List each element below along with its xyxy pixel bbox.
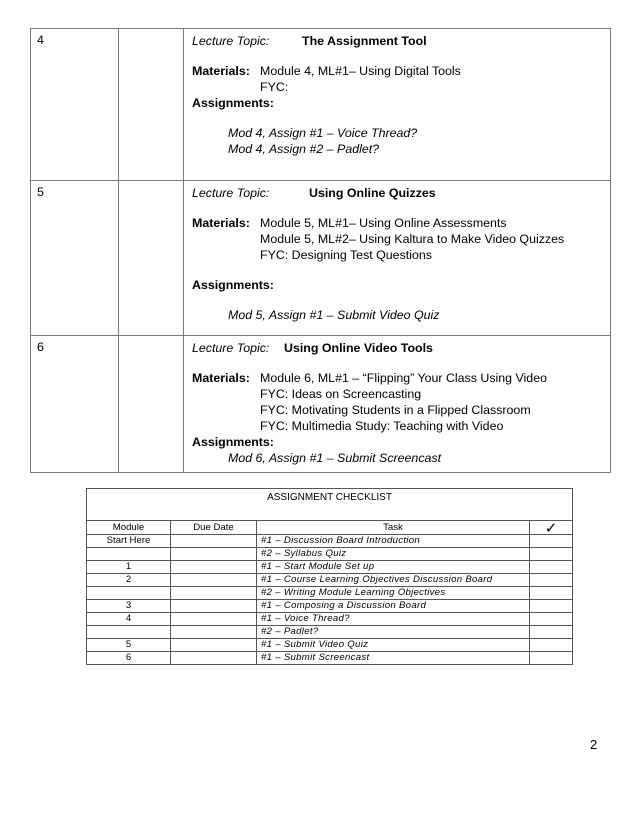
topic-title: Using Online Quizzes [309, 186, 436, 200]
due-date-cell [171, 587, 257, 600]
module-cell: 1 [87, 561, 171, 574]
checklist-header-row [87, 521, 573, 535]
schedule-table [30, 28, 611, 473]
material-item: Module 4, ML#1– Using Digital Tools [260, 64, 461, 78]
task-cell: #2 – Syllabus Quiz [257, 548, 530, 561]
module-cell [87, 626, 171, 639]
check-cell [530, 574, 573, 587]
checklist-row [87, 561, 573, 574]
material-item: FYC: Motivating Students in a Flipped Classroom [260, 403, 531, 417]
check-cell [530, 613, 573, 626]
check-cell [530, 639, 573, 652]
module-cell [87, 587, 171, 600]
page-number: 2 [590, 737, 598, 752]
check-cell [530, 652, 573, 665]
module-cell: Start Here [87, 535, 171, 548]
module-cell: 6 [87, 652, 171, 665]
assignments-label: Assignments: [192, 435, 274, 449]
due-date-cell [171, 548, 257, 561]
assignment-item: Mod 4, Assign #2 – Padlet? [228, 142, 380, 156]
materials-label: Materials: [192, 216, 250, 230]
task-header: Task [257, 521, 530, 535]
task-cell: #1 – Composing a Discussion Board [257, 600, 530, 613]
due-date-cell [171, 652, 257, 665]
task-cell: #2 – Writing Module Learning Objectives [257, 587, 530, 600]
week-content [184, 181, 611, 336]
check-cell [530, 561, 573, 574]
week-content [184, 336, 611, 473]
task-cell: #1 – Start Module Set up [257, 561, 530, 574]
module-cell: 5 [87, 639, 171, 652]
check-cell [530, 587, 573, 600]
due-date-cell [171, 639, 257, 652]
empty-cell [119, 181, 184, 336]
checklist-title: ASSIGNMENT CHECKLIST [87, 489, 573, 521]
checkmark-icon: ✓ [530, 521, 573, 535]
empty-cell [119, 29, 184, 181]
empty-cell [119, 336, 184, 473]
assignment-item: Mod 4, Assign #1 – Voice Thread? [228, 126, 418, 140]
week-content [184, 29, 611, 181]
topic-title: The Assignment Tool [302, 34, 427, 48]
module-cell: 3 [87, 600, 171, 613]
due-date-header: Due Date [171, 521, 257, 535]
topic-label: Lecture Topic: [192, 186, 270, 200]
checklist-row [87, 548, 573, 561]
week-number: 4 [31, 29, 119, 181]
module-cell: 4 [87, 613, 171, 626]
material-item: FYC: Ideas on Screencasting [260, 387, 422, 401]
assignment-item: Mod 6, Assign #1 – Submit Screencast [228, 451, 442, 465]
material-item: Module 5, ML#1– Using Online Assessments [260, 216, 507, 230]
schedule-row-week-6 [31, 336, 611, 473]
task-cell: #1 – Submit Screencast [257, 652, 530, 665]
materials-label: Materials: [192, 64, 250, 78]
due-date-cell [171, 626, 257, 639]
task-cell: #2 – Padlet? [257, 626, 530, 639]
check-cell [530, 548, 573, 561]
assignment-checklist [86, 488, 573, 665]
topic-label: Lecture Topic: [192, 341, 270, 355]
task-cell: #1 – Discussion Board Introduction [257, 535, 530, 548]
checklist-row [87, 626, 573, 639]
check-cell [530, 626, 573, 639]
material-item: Module 6, ML#1 – “Flipping” Your Class Using Video [260, 371, 547, 385]
module-cell: 2 [87, 574, 171, 587]
due-date-cell [171, 574, 257, 587]
checklist-row [87, 574, 573, 587]
topic-label: Lecture Topic: [192, 34, 270, 48]
topic-title: Using Online Video Tools [284, 341, 433, 355]
checklist-row [87, 652, 573, 665]
module-header: Module [87, 521, 171, 535]
week-number: 6 [31, 336, 119, 473]
schedule-row-week-5 [31, 181, 611, 336]
schedule-row-week-4 [31, 29, 611, 181]
assignments-label: Assignments: [192, 278, 274, 292]
material-item: FYC: Designing Test Questions [260, 248, 432, 262]
material-item: Module 5, ML#2– Using Kaltura to Make Video Quizzes [260, 232, 565, 246]
checklist-row [87, 587, 573, 600]
week-number: 5 [31, 181, 119, 336]
checklist-row [87, 535, 573, 548]
material-item: FYC: [260, 80, 289, 94]
due-date-cell [171, 600, 257, 613]
task-cell: #1 – Voice Thread? [257, 613, 530, 626]
checklist-row [87, 600, 573, 613]
due-date-cell [171, 561, 257, 574]
checklist-row [87, 613, 573, 626]
checklist-row [87, 639, 573, 652]
assignment-item: Mod 5, Assign #1 – Submit Video Quiz [228, 308, 440, 322]
assignments-label: Assignments: [192, 96, 274, 110]
task-cell: #1 – Submit Video Quiz [257, 639, 530, 652]
material-item: FYC: Multimedia Study: Teaching with Video [260, 419, 504, 433]
module-cell [87, 548, 171, 561]
check-cell [530, 600, 573, 613]
due-date-cell [171, 535, 257, 548]
due-date-cell [171, 613, 257, 626]
task-cell: #1 – Course Learning Objectives Discussion Board [257, 574, 530, 587]
materials-label: Materials: [192, 371, 250, 385]
